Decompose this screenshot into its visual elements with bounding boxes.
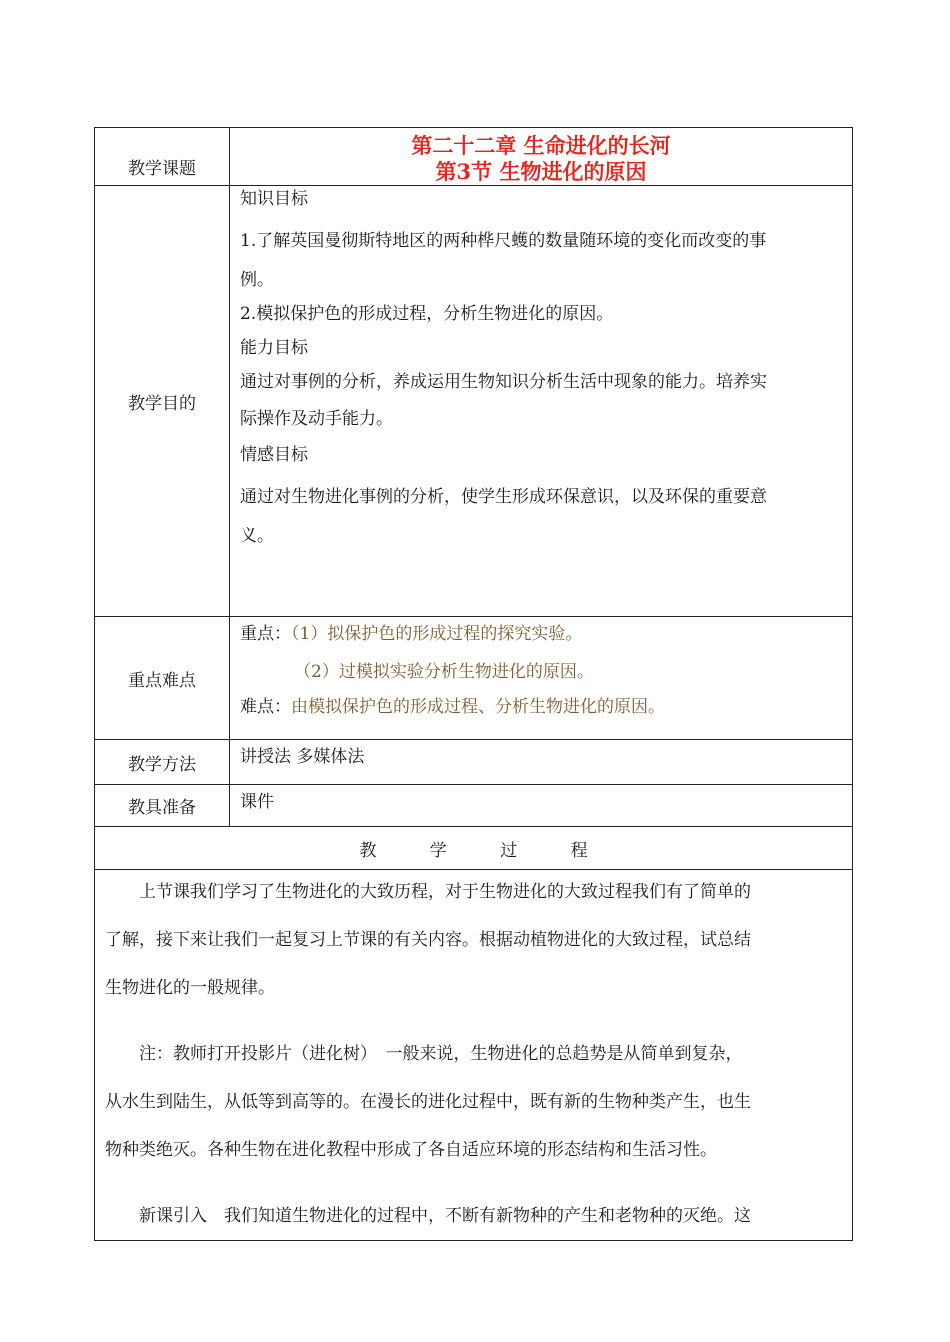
- tools-row: [95, 785, 853, 827]
- intro-line-2: 了解，接下来让我们一起复习上节课的有关内容。根据动植物进化的大致过程，试总结: [105, 930, 751, 950]
- section-title: 第3节 生物进化的原因: [435, 159, 647, 184]
- emotion-text-b: 义。: [240, 526, 274, 546]
- difficulty-text: 由模拟保护色的形成过程、分析生物进化的原因。: [291, 697, 665, 717]
- focus-item-1: （1）拟保护色的形成过程的探究实验。: [291, 624, 583, 644]
- knowledge-item-1b: 例。: [240, 270, 274, 290]
- note-line-2: 从水生到陆生，从低等到高等的。在漫长的进化过程中，既有新的生物种类产生，也生: [105, 1092, 751, 1112]
- process-heading: [95, 827, 853, 870]
- objectives-content: [230, 186, 853, 617]
- focus-line-1: [240, 617, 844, 652]
- objectives-row: [95, 186, 853, 617]
- process-heading-char-3: 过: [500, 840, 518, 861]
- focus-item-2: （2）过模拟实验分析生物进化的原因。: [294, 662, 594, 682]
- chapter-title: 第二十二章 生命进化的长河: [411, 133, 671, 158]
- ability-title: 能力目标: [240, 338, 308, 358]
- objectives-label: 教学目的: [95, 186, 230, 617]
- method-label: 教学方法: [95, 740, 230, 785]
- ability-text-a: 通过对事例的分析，养成运用生物知识分析生活中现象的能力。培养实: [240, 372, 767, 392]
- process-heading-char-4: 程: [570, 840, 588, 861]
- paragraph-gap: [105, 1012, 844, 1030]
- note-line-3: 物种类绝灭。各种生物在进化教程中形成了各自适应环境的形态结构和生活习性。: [105, 1140, 717, 1160]
- process-body-row: [95, 870, 853, 1241]
- knowledge-item-2: 2.模拟保护色的形成过程，分析生物进化的原因。: [240, 304, 614, 324]
- knowledge-title: 知识目标: [240, 189, 308, 209]
- focus-prefix: 重点：: [240, 624, 291, 644]
- keypoints-label: 重点难点: [95, 617, 230, 740]
- ability-text-b: 际操作及动手能力。: [240, 409, 393, 429]
- topic-title: [230, 128, 853, 186]
- method-row: [95, 740, 853, 785]
- tools-content: [230, 785, 853, 827]
- difficulty-prefix: 难点：: [240, 697, 291, 717]
- process-heading-char-2: 学: [429, 840, 447, 861]
- lesson-plan-table: [94, 127, 853, 1241]
- new-lesson-line-1: 新课引入 我们知道生物进化的过程中，不断有新物种的产生和老物种的灭绝。这: [139, 1206, 751, 1226]
- topic-row: [95, 128, 853, 186]
- process-heading-row: [95, 827, 853, 870]
- process-body: [95, 870, 853, 1241]
- knowledge-item-1a: 1.了解英国曼彻斯特地区的两种桦尺蠖的数量随环境的变化而改变的事: [240, 231, 767, 251]
- topic-label: 教学课题: [95, 128, 230, 186]
- tools-value: 课件: [240, 792, 274, 812]
- intro-line-1: 上节课我们学习了生物进化的大致历程，对于生物进化的大致过程我们有了简单的: [139, 882, 751, 902]
- keypoints-content: [230, 617, 853, 740]
- process-heading-char-1: 教: [359, 840, 377, 861]
- difficulty-line: [240, 690, 844, 725]
- intro-line-3: 生物进化的一般规律。: [105, 978, 275, 998]
- paragraph-gap: [105, 1174, 844, 1192]
- method-value: 讲授法 多媒体法: [240, 747, 365, 767]
- tools-label: 教具准备: [95, 785, 230, 827]
- note-line-1: 注：教师打开投影片（进化树） 一般来说，生物进化的总趋势是从简单到复杂，: [139, 1044, 743, 1064]
- method-content: [230, 740, 853, 785]
- emotion-title: 情感目标: [240, 445, 308, 465]
- keypoints-row: [95, 617, 853, 740]
- emotion-text-a: 通过对生物进化事例的分析，使学生形成环保意识，以及环保的重要意: [240, 487, 767, 507]
